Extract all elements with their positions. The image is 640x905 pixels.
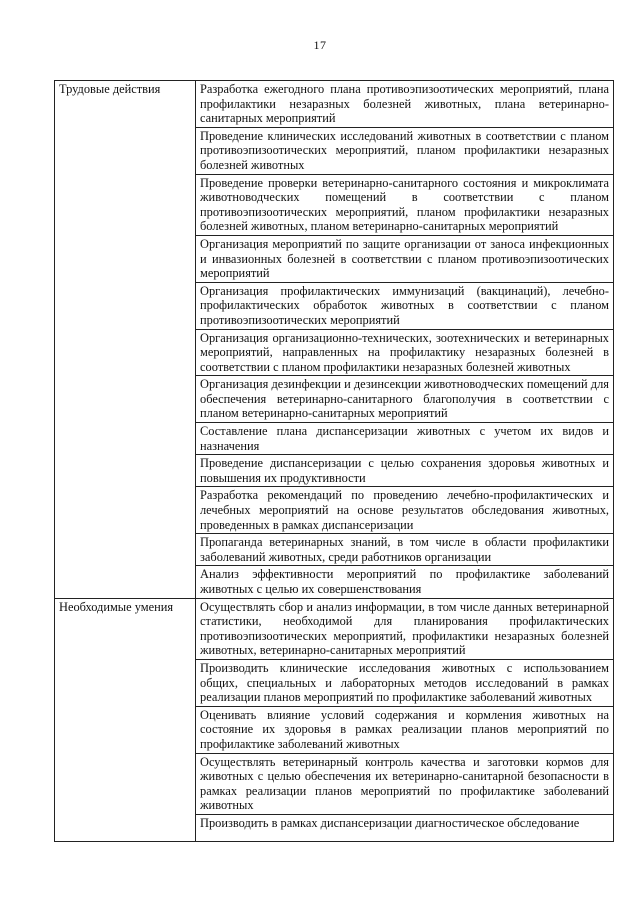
list-item: Разработка ежегодного плана противоэпизоотических мероприятий, плана профилактики незаразных болезней животных, плана ветеринарно-санитарных мероприятий xyxy=(196,81,613,128)
list-item: Пропаганда ветеринарных знаний, в том числе в области профилактики заболеваний животных, среди работников организации xyxy=(196,534,613,566)
list-item: Организация мероприятий по защите организации от заноса инфекционных и инвазионных болезней в соответствии с планом противоэпизоотических мероприятий xyxy=(196,236,613,283)
required-skills-list xyxy=(196,598,614,841)
list-item: Проведение проверки ветеринарно-санитарного состояния и микроклимата животноводческих помещений в соответствии с планом противоэпизоотических мероприятий, планом профилактики незаразных болезней животных, планом ветеринарно-санитарных мероприятий xyxy=(196,175,613,236)
list-item: Организация профилактических иммунизаций (вакцинаций), лечебно-профилактических обработок животных в соответствии с планом противоэпизоотических мероприятий xyxy=(196,283,613,330)
row-label-required-skills: Необходимые умения xyxy=(55,598,196,841)
labor-actions-list xyxy=(196,81,614,599)
page-number: 17 xyxy=(313,38,327,52)
list-item: Организация дезинфекции и дезинсекции животноводческих помещений для обеспечения ветеринарно-санитарного благополучия в соответствии с планом ветеринарно-санитарных мероприятий xyxy=(196,376,613,423)
list-item: Составление плана диспансеризации животных с учетом их видов и назначения xyxy=(196,423,613,455)
standard-table xyxy=(54,80,614,842)
list-item: Оценивать влияние условий содержания и кормления животных на состояние их здоровья в рамках реализации планов мероприятий по профилактике заболеваний животных xyxy=(196,707,613,754)
table-row-required-skills xyxy=(55,598,614,841)
list-item: Разработка рекомендаций по проведению лечебно-профилактических и лечебных мероприятий на основе результатов обследования животных, проведенных в рамках диспансеризации xyxy=(196,487,613,534)
list-item: Осуществлять сбор и анализ информации, в том числе данных ветеринарной статистики, необходимой для планирования профилактических противоэпизоотических мероприятий, профилактики незаразных болезней животных, ветеринарно-санитарных мероприятий xyxy=(196,599,613,660)
list-item: Проведение диспансеризации с целью сохранения здоровья животных и повышения их продуктивности xyxy=(196,455,613,487)
list-item: Анализ эффективности мероприятий по профилактике заболеваний животных с целью их совершенствования xyxy=(200,567,609,596)
table-row-labor-actions xyxy=(55,81,614,599)
list-item: Производить в рамках диспансеризации диагностическое обследование xyxy=(200,815,580,830)
list-item: Осуществлять ветеринарный контроль качества и заготовки кормов для животных с целью обеспечения их ветеринарно-санитарной безопасности в рамках реализации планов мероприятий по профилактике заболеваний животных xyxy=(196,754,613,815)
list-item: Производить клинические исследования животных с использованием общих, специальных и лабораторных методов исследований в рамках реализации планов мероприятий по профилактике заболеваний животных xyxy=(196,660,613,707)
list-item: Организация организационно-технических, зоотехнических и ветеринарных мероприятий, направленных на профилактику незаразных болезней в соответствии с планом профилактики незаразных болезней животных xyxy=(196,330,613,377)
list-item: Проведение клинических исследований животных в соответствии с планом противоэпизоотических мероприятий, планом профилактики незаразных болезней животных xyxy=(196,128,613,175)
row-label-labor-actions: Трудовые действия xyxy=(55,81,196,599)
